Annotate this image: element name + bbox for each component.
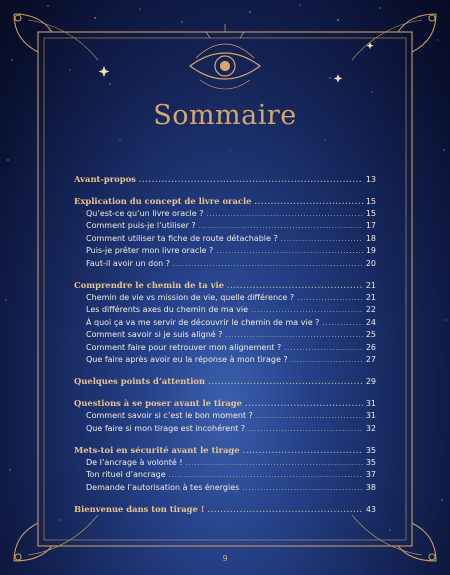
- toc-entry-page: 43: [365, 505, 376, 515]
- toc-entry-label: Questions à se poser avant le tirage: [74, 398, 242, 409]
- toc-chapter[interactable]: [74, 397, 376, 410]
- toc-subentry[interactable]: [74, 423, 376, 435]
- toc-entry-label: Comment savoir si je suis aligné ?: [86, 330, 223, 340]
- toc-section: [74, 503, 376, 516]
- toc-subentry[interactable]: [74, 304, 376, 316]
- toc-entry-label: Comment puis-je l’utiliser ?: [86, 221, 196, 231]
- toc-section: [74, 397, 376, 435]
- toc-entry-page: 20: [365, 258, 376, 268]
- toc-subentry[interactable]: [74, 457, 376, 469]
- star-icon: [334, 74, 343, 83]
- dot-leader: [242, 482, 363, 494]
- toc-entry-page: 29: [365, 377, 376, 387]
- toc-entry-page: 25: [365, 330, 376, 340]
- toc-entry-page: 21: [365, 292, 376, 302]
- toc-entry-label: Mets-toi en sécurité avant le tirage: [74, 445, 240, 456]
- dot-leader: [297, 292, 363, 304]
- toc-entry-page: 35: [365, 446, 376, 456]
- toc-entry-label: Puis-je prêter mon livre oracle ?: [86, 246, 214, 256]
- toc-entry-page: 17: [365, 221, 376, 231]
- dot-leader: [256, 410, 363, 422]
- toc-subentry[interactable]: [74, 208, 376, 220]
- toc-section: [74, 375, 376, 388]
- dot-leader: [139, 174, 363, 186]
- toc-subentry[interactable]: [74, 233, 376, 245]
- dot-leader: [216, 245, 363, 257]
- toc-subentry[interactable]: [74, 258, 376, 270]
- dot-leader: [199, 220, 363, 232]
- star-icon: [99, 66, 110, 77]
- toc-subentry[interactable]: [74, 317, 376, 329]
- star-icon: [366, 42, 373, 49]
- toc-entry-label: De l’ancrage à volonté !: [86, 458, 183, 468]
- toc-subentry[interactable]: [74, 245, 376, 257]
- toc-entry-label: Faut-il avoir un don ?: [86, 258, 170, 268]
- toc-entry-page: 13: [365, 175, 376, 184]
- toc-entry-page: 35: [365, 458, 376, 468]
- eye-icon: [190, 24, 260, 89]
- toc-chapter[interactable]: [74, 195, 376, 208]
- toc-subentry[interactable]: [74, 354, 376, 366]
- dot-leader: [208, 376, 363, 388]
- toc-entry-page: 19: [365, 246, 376, 256]
- toc-entry-label: Explication du concept de livre oracle: [74, 196, 252, 206]
- dot-leader: [251, 304, 363, 316]
- dot-leader: [207, 504, 362, 516]
- toc-section: [74, 279, 376, 366]
- toc-entry-page: 24: [365, 317, 376, 327]
- toc-chapter[interactable]: [74, 375, 376, 388]
- toc-entry-page: 18: [365, 233, 376, 243]
- toc-entry-page: 27: [365, 354, 376, 364]
- toc-entry-page: 15: [365, 197, 376, 206]
- dot-leader: [255, 196, 363, 208]
- toc-entry-page: 21: [365, 280, 376, 290]
- toc-subentry[interactable]: [74, 292, 376, 304]
- dot-leader: [169, 469, 363, 481]
- toc-section: [74, 444, 376, 494]
- page-title: Sommaire: [153, 100, 297, 131]
- toc-entry-page: 38: [365, 482, 376, 492]
- toc-entry-page: 32: [365, 423, 376, 433]
- table-of-contents: [74, 173, 376, 525]
- toc-subentry[interactable]: [74, 469, 376, 481]
- dot-leader: [245, 398, 363, 410]
- toc-entry-page: 15: [365, 209, 376, 218]
- toc-chapter[interactable]: [74, 279, 376, 292]
- toc-section: [74, 173, 376, 186]
- toc-chapter[interactable]: [74, 503, 376, 516]
- toc-entry-label: Que faire après avoir eu la réponse à mon tirage ?: [86, 354, 288, 364]
- toc-entry-label: Demande l’autorisation à tes énergies: [86, 482, 240, 492]
- toc-subentry[interactable]: [74, 482, 376, 494]
- toc-subentry[interactable]: [74, 342, 376, 354]
- toc-entry-label: Comment savoir si c’est le bon moment ?: [86, 411, 253, 421]
- dot-leader: [291, 354, 363, 366]
- toc-entry-label: Les différents axes du chemin de ma vie: [86, 305, 249, 315]
- toc-entry-label: Ton rituel d’ancrage: [86, 470, 166, 480]
- toc-chapter[interactable]: [74, 444, 376, 457]
- toc-entry-label: Quelques points d’attention: [74, 376, 206, 387]
- toc-chapter[interactable]: [74, 173, 376, 186]
- toc-entry-label: À quoi ça va me servir de découvrir le chemin de ma vie ?: [86, 317, 320, 327]
- toc-entry-page: 22: [365, 305, 376, 315]
- dot-leader: [248, 423, 363, 435]
- toc-entry-label: Comment faire pour retrouver mon alignement ?: [86, 342, 282, 352]
- toc-entry-page: 37: [365, 470, 376, 480]
- toc-entry-label: Chemin de vie vs mission de vie, quelle différence ?: [86, 292, 295, 302]
- dot-leader: [173, 258, 363, 270]
- dot-leader: [281, 233, 363, 245]
- dot-leader: [226, 329, 363, 341]
- dot-leader: [227, 280, 363, 292]
- toc-entry-label: Bienvenue dans ton tirage !: [74, 504, 205, 515]
- toc-subentry[interactable]: [74, 220, 376, 232]
- toc-subentry[interactable]: [74, 410, 376, 422]
- dot-leader: [322, 317, 362, 329]
- toc-entry-page: 31: [365, 399, 376, 409]
- toc-entry-label: Qu’est-ce qu’un livre oracle ?: [86, 209, 204, 218]
- toc-section: [74, 195, 376, 270]
- toc-subentry[interactable]: [74, 329, 376, 341]
- dot-leader: [284, 342, 363, 354]
- toc-entry-label: Comment utiliser ta fiche de route détachable ?: [86, 233, 278, 243]
- toc-entry-page: 31: [365, 411, 376, 421]
- toc-entry-label: Avant-propos: [74, 174, 136, 184]
- page-number: 9: [222, 554, 228, 563]
- toc-entry-label: Comprendre le chemin de ta vie: [74, 279, 224, 290]
- dot-leader: [186, 457, 363, 469]
- dot-leader: [243, 445, 363, 457]
- toc-entry-page: 26: [365, 342, 376, 352]
- toc-entry-label: Que faire si mon tirage est incohérent ?: [86, 423, 246, 433]
- dot-leader: [206, 208, 362, 220]
